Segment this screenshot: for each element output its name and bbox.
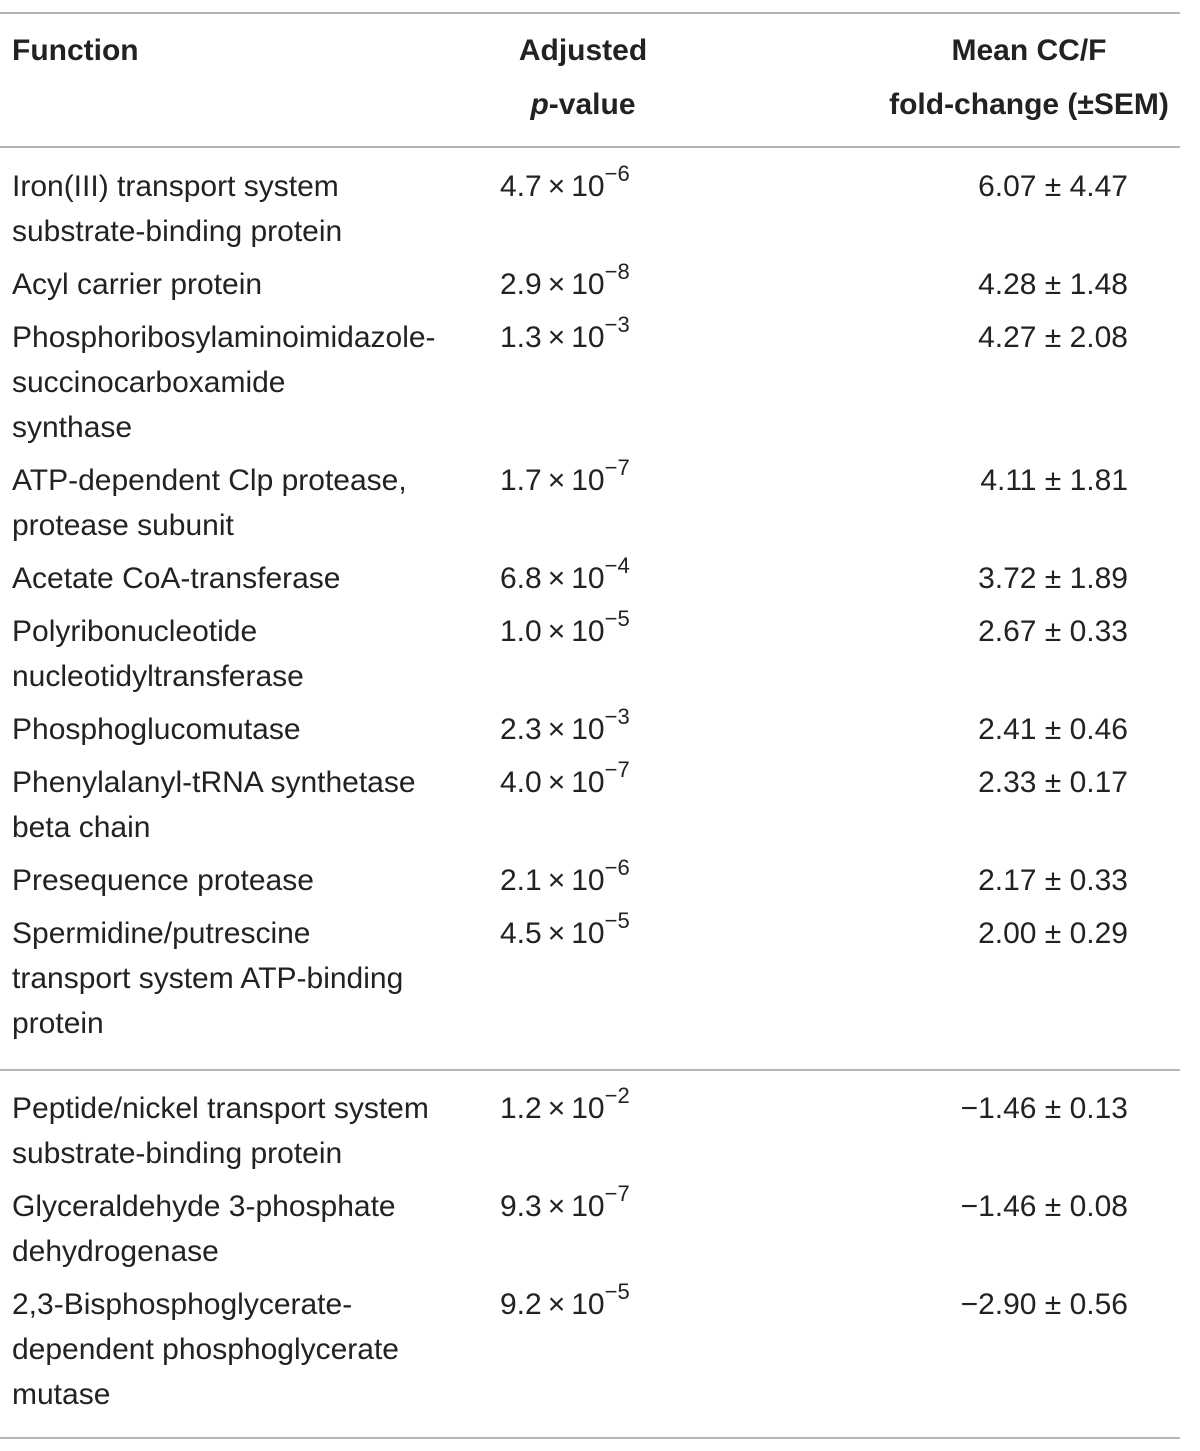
cell-function xyxy=(12,1184,482,1274)
pvalue-mantissa: 6.8 xyxy=(500,562,542,595)
header-pvalue-rest: -value xyxy=(548,88,636,121)
cell-adjusted-pvalue xyxy=(500,1279,630,1327)
cell-function-line: substrate-binding protein xyxy=(12,215,343,248)
pvalue-mantissa: 9.3 xyxy=(500,1190,542,1223)
table-row xyxy=(0,1181,1190,1274)
cell-function-line: nucleotidyltransferase xyxy=(12,660,304,693)
table-row xyxy=(0,455,1190,548)
cell-fold-change: 2.41 ± 0.46 xyxy=(978,713,1128,746)
cell-function-line: protein xyxy=(12,1007,104,1040)
header-pvalue-italic-p: p xyxy=(530,88,549,121)
cell-adjusted-pvalue xyxy=(500,1181,630,1229)
pvalue-mantissa: 2.1 xyxy=(500,864,542,897)
cell-function-line: ATP-dependent Clp protease, xyxy=(12,464,407,497)
cell-fold-change: 3.72 ± 1.89 xyxy=(978,562,1128,595)
header-fold-line2: fold-change (±SEM) xyxy=(889,88,1169,121)
pvalue-base: 10 xyxy=(571,917,605,950)
pvalue-exponent: −7 xyxy=(604,455,630,480)
pvalue-mantissa: 1.7 xyxy=(500,464,542,497)
cell-function-line: dependent phosphoglycerate xyxy=(12,1333,399,1366)
pvalue-exponent: −8 xyxy=(604,259,630,284)
cell-function-line: Polyribonucleotide xyxy=(12,615,258,648)
pvalue-mantissa: 4.7 xyxy=(500,170,542,203)
pvalue-exponent: −3 xyxy=(604,704,630,729)
pvalue-base: 10 xyxy=(571,170,605,203)
table-row xyxy=(0,553,1190,601)
header-function: Function xyxy=(12,34,139,67)
cell-adjusted-pvalue xyxy=(500,1083,630,1131)
pvalue-exponent: −6 xyxy=(604,855,630,880)
cell-function xyxy=(12,858,482,903)
cell-fold-change: 2.00 ± 0.29 xyxy=(978,917,1128,950)
pvalue-exponent: −2 xyxy=(604,1083,630,1108)
pvalue-exponent: −5 xyxy=(604,1279,630,1304)
cell-function xyxy=(12,1086,482,1176)
pvalue-mantissa: 1.3 xyxy=(500,321,542,354)
pvalue-mantissa: 4.5 xyxy=(500,917,542,950)
header-fold-line1: Mean CC/F xyxy=(951,34,1107,67)
cell-adjusted-pvalue xyxy=(500,908,630,956)
times-symbol: × xyxy=(547,268,566,301)
pvalue-exponent: −7 xyxy=(604,1181,630,1206)
cell-adjusted-pvalue xyxy=(500,161,630,209)
cell-function-line: Iron(III) transport system xyxy=(12,170,339,203)
cell-function xyxy=(12,1282,482,1417)
cell-fold-change: −2.90 ± 0.56 xyxy=(960,1288,1128,1321)
cell-function-line: dehydrogenase xyxy=(12,1235,219,1268)
group-separator-rule xyxy=(0,1069,1180,1071)
header-rule xyxy=(0,146,1180,148)
cell-function-line: Phosphoribosylaminoimidazole- xyxy=(12,321,436,354)
header-adjusted-pvalue xyxy=(470,24,696,132)
top-rule xyxy=(0,12,1180,14)
times-symbol: × xyxy=(547,321,566,354)
table-row xyxy=(0,312,1190,450)
pvalue-base: 10 xyxy=(571,615,605,648)
cell-fold-change: −1.46 ± 0.08 xyxy=(960,1190,1128,1223)
cell-adjusted-pvalue xyxy=(500,855,630,903)
pvalue-base: 10 xyxy=(571,766,605,799)
pvalue-base: 10 xyxy=(571,1092,605,1125)
cell-fold-change: 4.27 ± 2.08 xyxy=(978,321,1128,354)
cell-adjusted-pvalue xyxy=(500,606,630,654)
pvalue-base: 10 xyxy=(571,268,605,301)
pvalue-exponent: −6 xyxy=(604,161,630,186)
cell-fold-change: 4.11 ± 1.81 xyxy=(980,464,1128,497)
table-row xyxy=(0,908,1190,1046)
cell-function-line: Presequence protease xyxy=(12,864,314,897)
pvalue-base: 10 xyxy=(571,562,605,595)
pvalue-base: 10 xyxy=(571,1288,605,1321)
pvalue-mantissa: 2.9 xyxy=(500,268,542,301)
times-symbol: × xyxy=(547,1190,566,1223)
cell-function xyxy=(12,760,482,850)
cell-function-line: Acetate CoA-transferase xyxy=(12,562,341,595)
cell-function xyxy=(12,315,482,450)
pvalue-base: 10 xyxy=(571,1190,605,1223)
times-symbol: × xyxy=(547,170,566,203)
cell-function-line: mutase xyxy=(12,1378,111,1411)
pvalue-mantissa: 2.3 xyxy=(500,713,542,746)
cell-function xyxy=(12,707,482,752)
cell-function xyxy=(12,262,482,307)
table-row xyxy=(0,855,1190,903)
table-row xyxy=(0,1083,1190,1176)
header-pvalue-line1: Adjusted xyxy=(518,34,648,67)
times-symbol: × xyxy=(547,562,566,595)
cell-function xyxy=(12,458,482,548)
pvalue-base: 10 xyxy=(571,864,605,897)
cell-function xyxy=(12,609,482,699)
table-row xyxy=(0,1279,1190,1417)
cell-adjusted-pvalue xyxy=(500,757,630,805)
table-row xyxy=(0,757,1190,850)
table-row xyxy=(0,606,1190,699)
pvalue-base: 10 xyxy=(571,464,605,497)
cell-adjusted-pvalue xyxy=(500,455,630,503)
times-symbol: × xyxy=(547,1092,566,1125)
pvalue-exponent: −7 xyxy=(604,757,630,782)
cell-function-line: substrate-binding protein xyxy=(12,1137,343,1170)
cell-fold-change: 6.07 ± 4.47 xyxy=(978,170,1128,203)
pvalue-exponent: −5 xyxy=(604,606,630,631)
pvalue-base: 10 xyxy=(571,713,605,746)
table-row xyxy=(0,259,1190,307)
times-symbol: × xyxy=(547,917,566,950)
cell-function-line: beta chain xyxy=(12,811,151,844)
header-fold-change xyxy=(860,24,1198,132)
table-row xyxy=(0,161,1190,254)
pvalue-mantissa: 9.2 xyxy=(500,1288,542,1321)
cell-fold-change: 2.17 ± 0.33 xyxy=(978,864,1128,897)
pvalue-mantissa: 4.0 xyxy=(500,766,542,799)
times-symbol: × xyxy=(547,1288,566,1321)
pvalue-exponent: −3 xyxy=(604,312,630,337)
cell-function-line: succinocarboxamide xyxy=(12,366,286,399)
cell-function-line: Glyceraldehyde 3-phosphate xyxy=(12,1190,396,1223)
times-symbol: × xyxy=(547,615,566,648)
pvalue-mantissa: 1.2 xyxy=(500,1092,542,1125)
cell-adjusted-pvalue xyxy=(500,312,630,360)
cell-function-line: Phosphoglucomutase xyxy=(12,713,301,746)
cell-function-line: Acyl carrier protein xyxy=(12,268,263,301)
times-symbol: × xyxy=(547,464,566,497)
header-pvalue-line2 xyxy=(470,78,696,132)
bottom-rule xyxy=(0,1437,1180,1439)
table-row xyxy=(0,704,1190,752)
pvalue-exponent: −4 xyxy=(604,553,630,578)
cell-adjusted-pvalue xyxy=(500,259,630,307)
times-symbol: × xyxy=(547,864,566,897)
cell-function-line: 2,3-Bisphosphoglycerate- xyxy=(12,1288,353,1321)
pvalue-base: 10 xyxy=(571,321,605,354)
pvalue-exponent: −5 xyxy=(604,908,630,933)
times-symbol: × xyxy=(547,713,566,746)
pvalue-mantissa: 1.0 xyxy=(500,615,542,648)
cell-function-line: synthase xyxy=(12,411,133,444)
cell-function xyxy=(12,164,482,254)
times-symbol: × xyxy=(547,766,566,799)
cell-function-line: protease subunit xyxy=(12,509,234,542)
cell-function-line: Spermidine/putrescine xyxy=(12,917,311,950)
cell-adjusted-pvalue xyxy=(500,553,630,601)
cell-function xyxy=(12,911,482,1046)
cell-adjusted-pvalue xyxy=(500,704,630,752)
cell-fold-change: 2.33 ± 0.17 xyxy=(978,766,1128,799)
cell-fold-change: 4.28 ± 1.48 xyxy=(978,268,1128,301)
cell-function-line: Peptide/nickel transport system xyxy=(12,1092,429,1125)
cell-fold-change: −1.46 ± 0.13 xyxy=(960,1092,1128,1125)
cell-function xyxy=(12,556,482,601)
cell-function-line: Phenylalanyl-tRNA synthetase xyxy=(12,766,416,799)
cell-fold-change: 2.67 ± 0.33 xyxy=(978,615,1128,648)
cell-function-line: transport system ATP-binding xyxy=(12,962,404,995)
